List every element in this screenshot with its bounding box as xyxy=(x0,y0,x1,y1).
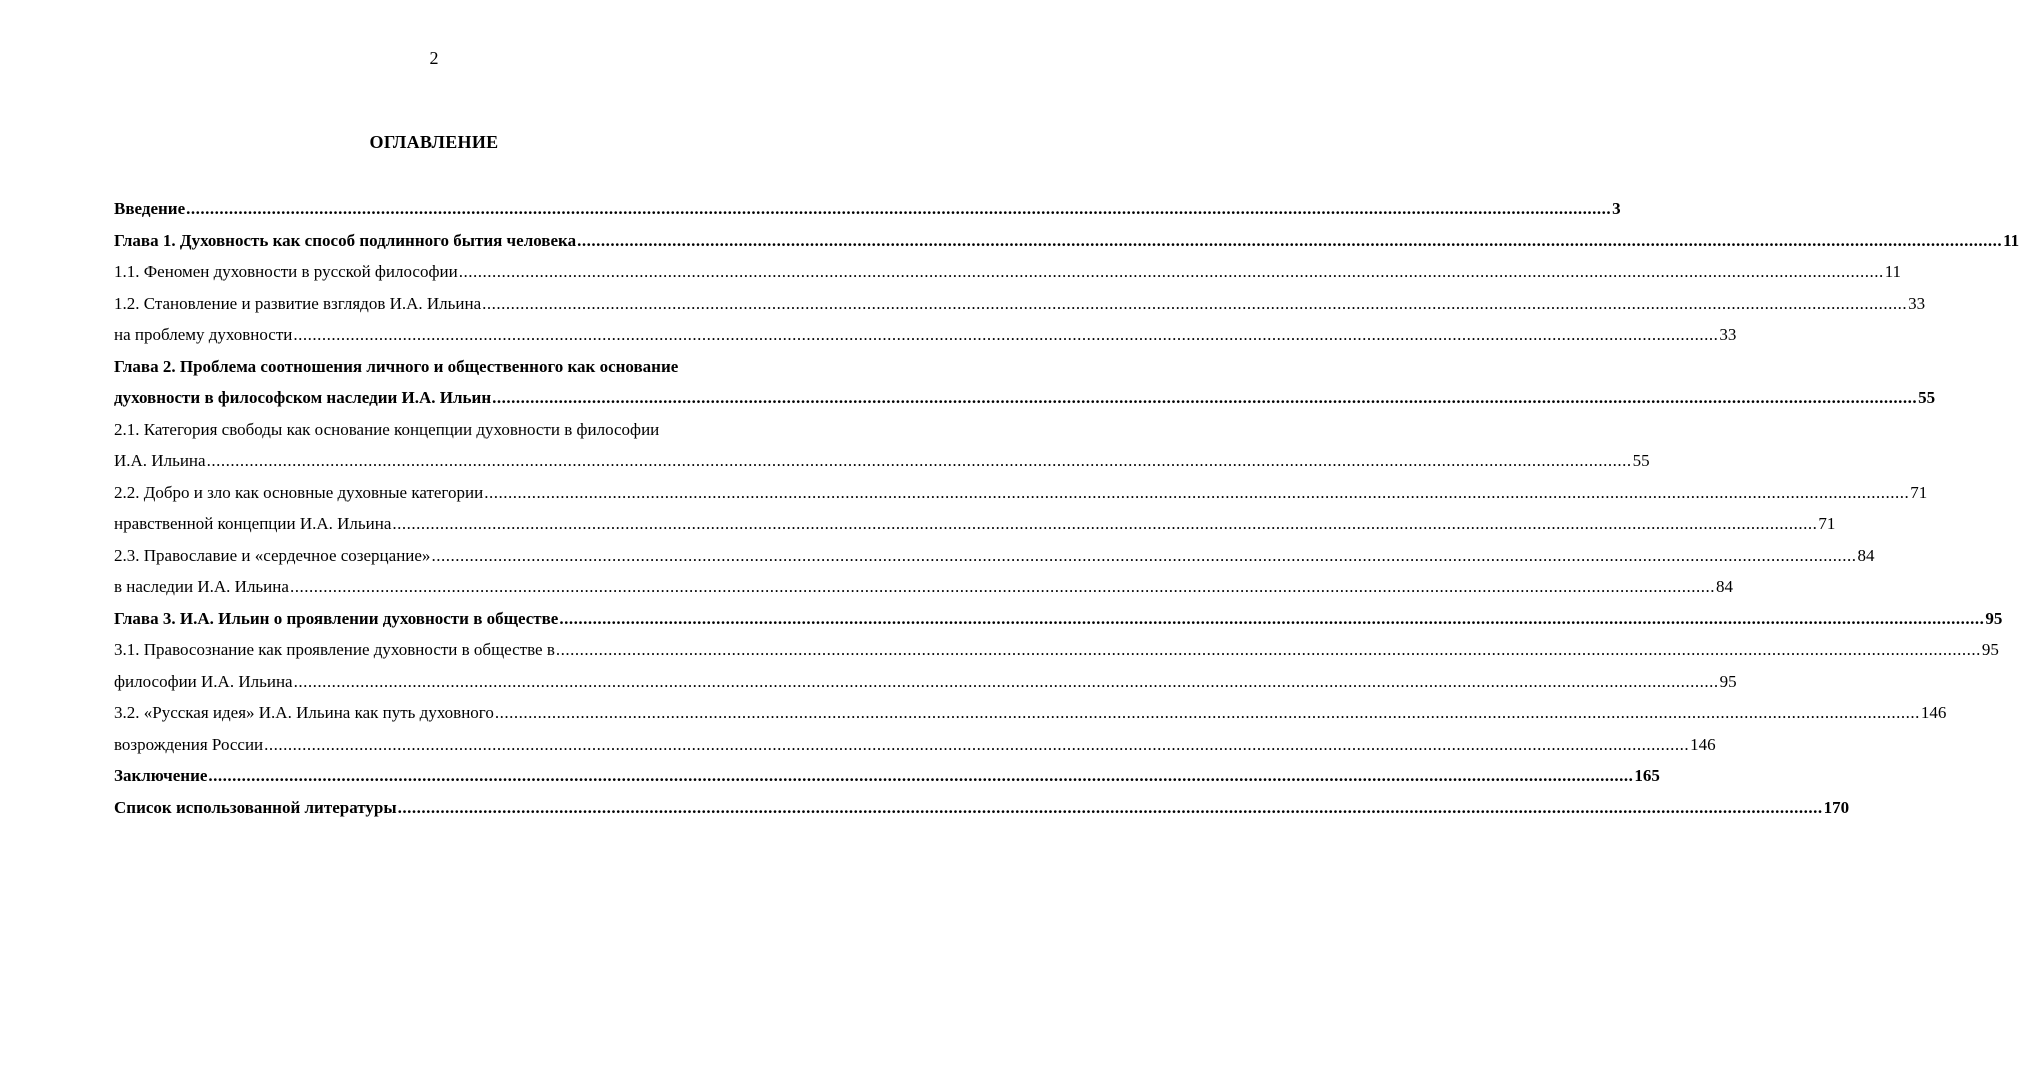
toc-entry xyxy=(114,256,1902,288)
toc-entry-label: И.А. Ильина xyxy=(114,451,206,470)
page-number: 2 xyxy=(429,48,439,68)
toc-entry xyxy=(114,508,1836,540)
toc-entry-label: 1.2. Становление и развитие взглядов И.А. Ильина xyxy=(114,293,482,313)
toc-entry-page: 3 xyxy=(1612,199,1621,218)
toc-leader-dots: ............................................................................................................................................................................................................................................................................................................ xyxy=(397,797,1823,817)
toc-entry-page: 55 xyxy=(1632,451,1650,470)
toc-entry xyxy=(114,729,1716,761)
toc-entry-page: 33 xyxy=(1719,325,1737,344)
toc-entry xyxy=(114,225,2019,257)
toc-entry-label: 3.2. «Русская идея» И.А. Ильина как путь духовного xyxy=(114,703,494,722)
table-of-contents xyxy=(114,193,2019,823)
toc-entry xyxy=(114,414,760,446)
toc-entry-label: 2.1. Категория свободы как основание концепции духовности в философии xyxy=(114,419,660,439)
toc-entry-label: 3.1. Правосознание как проявление духовности в обществе в xyxy=(114,640,555,659)
toc-leader-dots: ............................................................................................................................................................................................................................................................................................................ xyxy=(289,577,1715,596)
toc-leader-dots: ............................................................................................................................................................................................................................................................................................................ xyxy=(293,671,1719,691)
page-title: ОГЛАВЛЕНИЕ xyxy=(369,132,499,152)
toc-entry xyxy=(114,288,1926,320)
toc-entry-page: 71 xyxy=(1818,514,1836,533)
toc-leader-dots: ............................................................................................................................................................................................................................................................................................................ xyxy=(208,766,1634,785)
toc-leader-dots: ............................................................................................................................................................................................................................................................................................................ xyxy=(559,608,1985,628)
toc-entry xyxy=(114,382,1936,414)
toc-entry xyxy=(114,697,1947,729)
toc-entry-label: на проблему духовности xyxy=(114,325,293,344)
toc-entry-page: 170 xyxy=(1823,797,1850,817)
toc-leader-dots: ............................................................................................................................................................................................................................................................................................................ xyxy=(392,514,1818,533)
toc-entry xyxy=(114,666,1737,698)
toc-leader-dots: ............................................................................................................................................................................................................................................................................................................ xyxy=(484,482,1910,502)
toc-entry xyxy=(114,571,1733,603)
toc-leader-dots: ............................................................................................................................................................................................................................................................................................................ xyxy=(458,262,1884,281)
toc-entry xyxy=(114,193,1621,225)
toc-entry xyxy=(114,603,2003,635)
toc-entry xyxy=(114,540,1875,572)
toc-leader-dots: ............................................................................................................................................................................................................................................................................................................ xyxy=(431,545,1857,565)
toc-entry-label: Список использованной литературы xyxy=(114,797,397,817)
toc-entry-page: 146 xyxy=(1920,703,1947,722)
toc-entry-label: Глава 2. Проблема соотношения личного и общественного как основание xyxy=(114,356,679,376)
toc-entry-label: нравственной концепции И.А. Ильина xyxy=(114,514,392,533)
toc-leader-dots: ............................................................................................................................................................................................................................................................................................................ xyxy=(555,640,1981,659)
toc-entry xyxy=(114,351,760,383)
toc-entry xyxy=(114,792,1850,824)
toc-entry xyxy=(114,319,1737,351)
toc-entry-page: 71 xyxy=(1910,482,1928,502)
toc-entry-label: в наследии И.А. Ильина xyxy=(114,577,289,596)
toc-entry-page: 95 xyxy=(1985,608,2003,628)
toc-entry xyxy=(114,760,1660,792)
toc-entry-label: философии И.А. Ильина xyxy=(114,671,293,691)
toc-leader-dots: ............................................................................................................................................................................................................................................................................................................ xyxy=(494,703,1920,722)
toc-entry xyxy=(114,445,1650,477)
toc-entry-page: 165 xyxy=(1634,766,1660,785)
toc-leader-dots: ............................................................................................................................................................................................................................................................................................................ xyxy=(206,451,1632,470)
toc-entry-page: 84 xyxy=(1715,577,1733,596)
toc-entry-page: 11 xyxy=(2003,230,2019,250)
toc-entry-label: Глава 1. Духовность как способ подлинного бытия человека xyxy=(114,230,577,250)
toc-entry xyxy=(114,634,1999,666)
toc-entry-label: возрождения России xyxy=(114,734,264,754)
toc-entry-label: 1.1. Феномен духовности в русской философии xyxy=(114,262,458,281)
toc-entry-label: духовности в философском наследии И.А. Ильин xyxy=(114,388,492,407)
toc-entry-label: 2.3. Православие и «сердечное созерцание» xyxy=(114,545,431,565)
toc-entry xyxy=(114,477,1928,509)
toc-entry-page: 95 xyxy=(1719,671,1737,691)
toc-leader-dots: ............................................................................................................................................................................................................................................................................................................ xyxy=(482,293,1908,313)
toc-entry-page: 33 xyxy=(1908,293,1926,313)
toc-entry-label: Глава 3. И.А. Ильин о проявлении духовности в обществе xyxy=(114,608,559,628)
toc-leader-dots: ............................................................................................................................................................................................................................................................................................................ xyxy=(293,325,1719,344)
toc-entry-label: Заключение xyxy=(114,766,208,785)
toc-leader-dots: ............................................................................................................................................................................................................................................................................................................ xyxy=(492,388,1918,407)
toc-entry-page: 11 xyxy=(1884,262,1902,281)
toc-entry-page: 146 xyxy=(1690,734,1716,754)
toc-leader-dots: ............................................................................................................................................................................................................................................................................................................ xyxy=(186,199,1612,218)
toc-leader-dots: ............................................................................................................................................................................................................................................................................................................ xyxy=(577,230,2003,250)
toc-entry-page: 95 xyxy=(1981,640,1999,659)
toc-entry-page: 84 xyxy=(1857,545,1875,565)
toc-entry-label: 2.2. Добро и зло как основные духовные категории xyxy=(114,482,484,502)
toc-entry-page: 55 xyxy=(1918,388,1936,407)
toc-leader-dots: ............................................................................................................................................................................................................................................................................................................ xyxy=(264,734,1690,754)
toc-entry-label: Введение xyxy=(114,199,186,218)
